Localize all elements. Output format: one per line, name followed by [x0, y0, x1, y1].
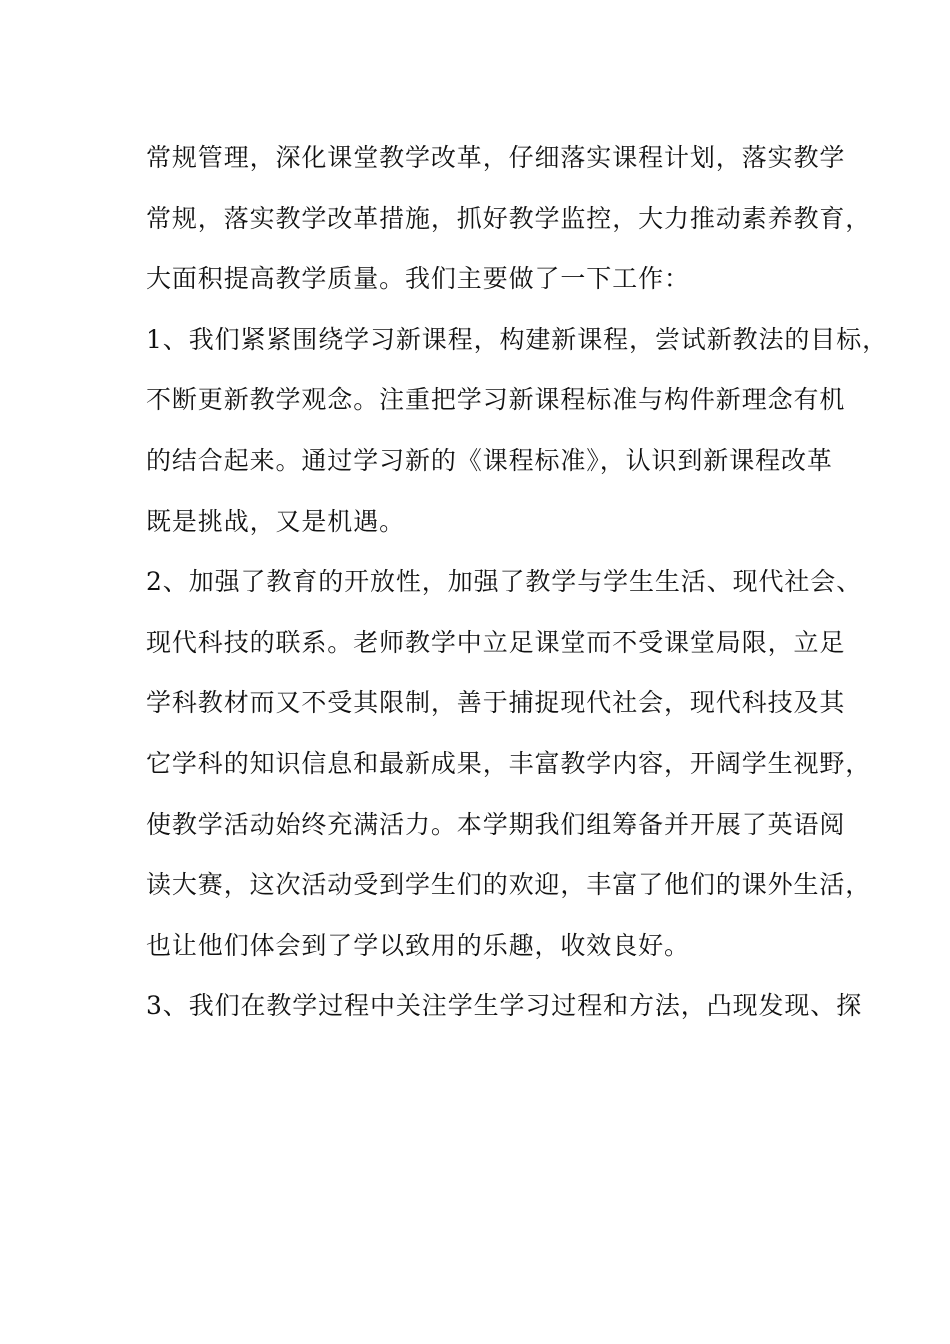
text-line-5: 不断更新教学观念。注重把学习新课程标准与构件新理念有机	[146, 385, 846, 415]
text-line-15: 3、我们在教学过程中关注学生学习过程和方法，凸现发现、探	[146, 991, 863, 1021]
text-line-3: 大面积提高教学质量。我们主要做了一下工作：	[146, 264, 690, 294]
text-line-14: 也让他们体会到了学以致用的乐趣，收效良好。	[146, 930, 690, 960]
text-line-10: 学科教材而又不受其限制，善于捕捉现代社会，现代科技及其	[146, 688, 846, 718]
body-text	[146, 128, 889, 1037]
text-line-7: 既是挑战，又是机遇。	[146, 506, 406, 536]
text-line-12: 使教学活动始终充满活力。本学期我们组筹备并开展了英语阅	[146, 809, 846, 839]
text-line-4: 1、我们紧紧围绕学习新课程，构建新课程，尝试新教法的目标，	[146, 324, 889, 354]
text-line-2: 常规，落实教学改革措施，抓好教学监控，大力推动素养教育，	[146, 203, 872, 233]
text-line-8: 2、加强了教育的开放性，加强了教学与学生生活、现代社会、	[146, 567, 863, 597]
text-line-11: 它学科的知识信息和最新成果，丰富教学内容，开阔学生视野，	[146, 748, 872, 778]
text-line-6: 的结合起来。通过学习新的《课程标准》，认识到新课程改革	[146, 445, 833, 475]
text-line-9: 现代科技的联系。老师教学中立足课堂而不受课堂局限，立足	[146, 627, 846, 657]
text-line-1: 常规管理，深化课堂教学改革，仔细落实课程计划，落实教学	[146, 143, 846, 172]
text-line-13: 读大赛，这次活动受到学生们的欢迎，丰富了他们的课外生活，	[146, 870, 872, 900]
